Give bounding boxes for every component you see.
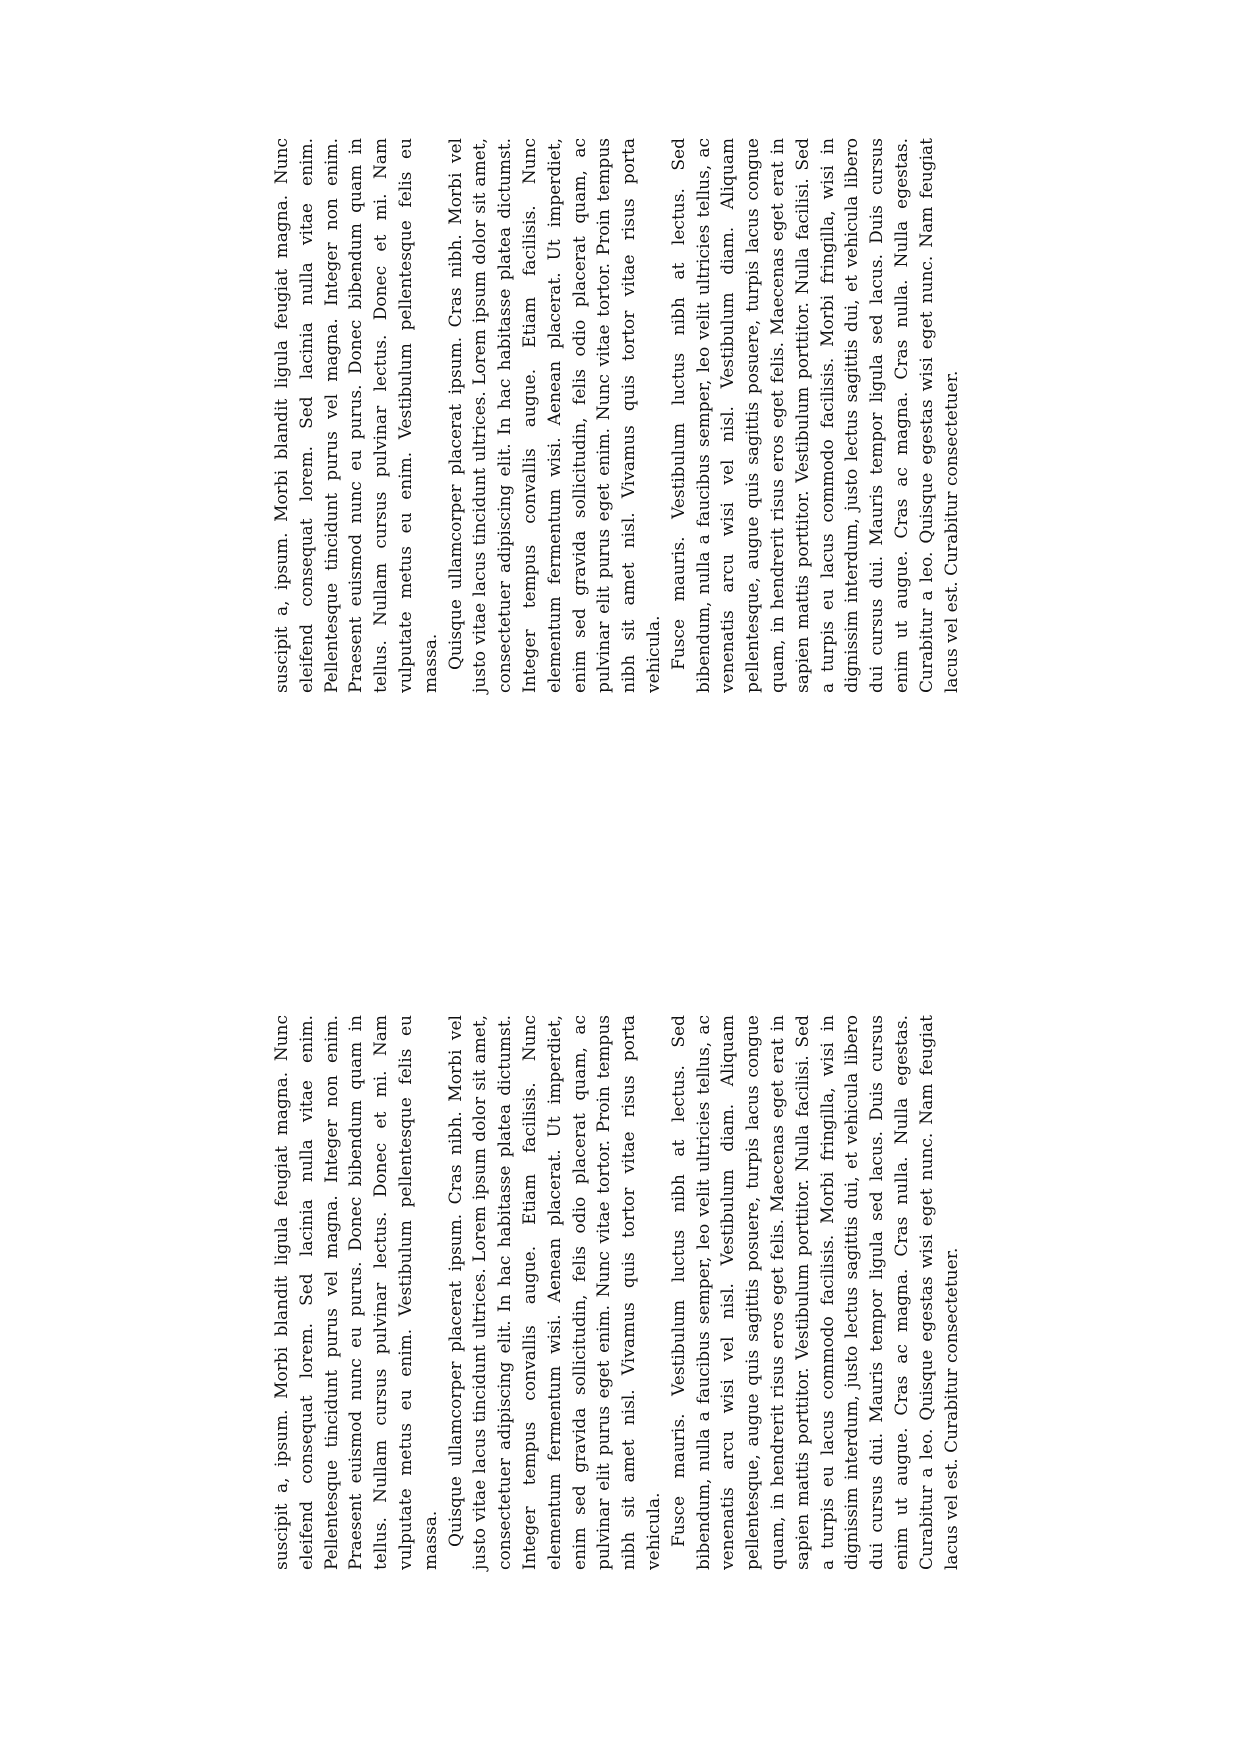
paragraph: suscipit a, ipsum. Morbi blandit ligula feugiat magna. Nunc eleifend consequat lorem. Sed lacinia nulla vitae enim. Pellentesque tincidunt purus vel magna. Integer non enim. Praesent euismod nunc eu purus. Donec bibendum quam in tellus. Nullam cursus pulvinar lectus. Donec et mi. Nam vulputate metus eu enim. Vestibulum pellentesque felis eu massa.: [272, 1015, 441, 1570]
paragraph: Fusce mauris. Vestibulum luctus nibh at lectus. Sed bibendum, nulla a faucibus semper, leo velit ultricies tellus, ac venenatis arcu wisi vel nisl. Vestibulum diam. Aliquam pellentesque, augue quis sagittis posuere, turpis lacus congue quam, in hendrerit risus eros eget felis. Maecenas eget erat in sapien mattis porttitor. Vestibulum porttitor. Nulla facilisi. Sed a turpis eu lacus commodo facilisis. Morbi fringilla, wisi in dignissim interdum, justo lectus sagittis dui, et vehicula libero dui cursus dui. Mauris tempor ligula sed lacus. Duis cursus enim ut augue. Cras ac magna. Cras nulla. Nulla egestas. Curabitur a leo. Quisque egestas wisi eget nunc. Nam feugiat lacus vel est. Curabitur consectetuer.: [668, 1015, 962, 1570]
text-column-upper: [270, 138, 962, 693]
page-lower: [0, 877, 1241, 1754]
paragraph: suscipit a, ipsum. Morbi blandit ligula feugiat magna. Nunc eleifend consequat lorem. Sed lacinia nulla vitae enim. Pellentesque tincidunt purus vel magna. Integer non enim. Praesent euismod nunc eu purus. Donec bibendum quam in tellus. Nullam cursus pulvinar lectus. Donec et mi. Nam vulputate metus eu enim. Vestibulum pellentesque felis eu massa.: [272, 138, 441, 693]
paragraph: Quisque ullamcorper placerat ipsum. Cras nibh. Morbi vel justo vitae lacus tincidunt ultrices. Lorem ipsum dolor sit amet, consectetuer adipiscing elit. In hac habitasse platea dictumst. Integer tempus convallis augue. Etiam facilisis. Nunc elementum fermentum wisi. Aenean placerat. Ut imperdiet, enim sed gravida sollicitudin, felis odio placerat quam, ac pulvinar elit purus eget enim. Nunc vitae tortor. Proin tempus nibh sit amet nisl. Vivamus quis tortor vitae risus porta vehicula.: [445, 1015, 664, 1570]
paragraph: Fusce mauris. Vestibulum luctus nibh at lectus. Sed bibendum, nulla a faucibus semper, leo velit ultricies tellus, ac venenatis arcu wisi vel nisl. Vestibulum diam. Aliquam pellentesque, augue quis sagittis posuere, turpis lacus congue quam, in hendrerit risus eros eget felis. Maecenas eget erat in sapien mattis porttitor. Vestibulum porttitor. Nulla facilisi. Sed a turpis eu lacus commodo facilisis. Morbi fringilla, wisi in dignissim interdum, justo lectus sagittis dui, et vehicula libero dui cursus dui. Mauris tempor ligula sed lacus. Duis cursus enim ut augue. Cras ac magna. Cras nulla. Nulla egestas. Curabitur a leo. Quisque egestas wisi eget nunc. Nam feugiat lacus vel est. Curabitur consectetuer.: [668, 138, 962, 693]
text-column-lower: [270, 1015, 962, 1570]
paragraph: Quisque ullamcorper placerat ipsum. Cras nibh. Morbi vel justo vitae lacus tincidunt ultrices. Lorem ipsum dolor sit amet, consectetuer adipiscing elit. In hac habitasse platea dictumst. Integer tempus convallis augue. Etiam facilisis. Nunc elementum fermentum wisi. Aenean placerat. Ut imperdiet, enim sed gravida sollicitudin, felis odio placerat quam, ac pulvinar elit purus eget enim. Nunc vitae tortor. Proin tempus nibh sit amet nisl. Vivamus quis tortor vitae risus porta vehicula.: [445, 138, 664, 693]
